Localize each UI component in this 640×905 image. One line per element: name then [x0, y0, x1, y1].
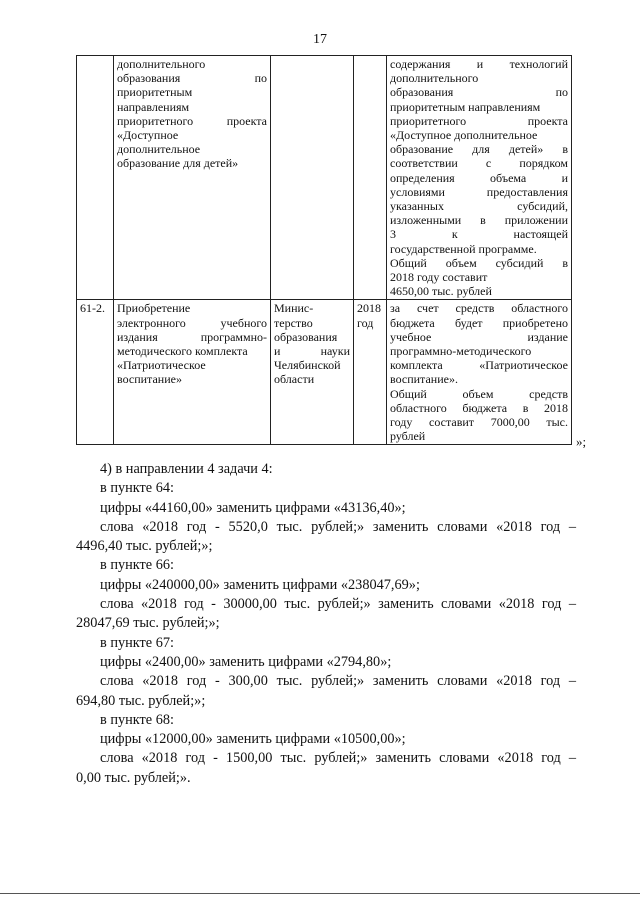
cell-description: [387, 300, 572, 445]
cell-executor: [271, 300, 354, 445]
name-line: воспитание»: [117, 372, 182, 387]
name-line: образования по: [117, 71, 267, 86]
paragraph: в пункте 66:: [100, 557, 174, 574]
desc-line: образования по: [390, 85, 568, 100]
cell-executor-empty: [271, 56, 354, 300]
name-line: методического комплекта: [117, 344, 248, 359]
year-line: 2018: [357, 301, 381, 316]
desc-line: рублей: [390, 429, 426, 444]
exec-line: терство: [274, 315, 313, 330]
table-row: [77, 56, 572, 300]
cell-num: 61-2.: [77, 300, 114, 445]
paragraph: слова «2018 год - 1500,00 тыс. рублей;» заменить словами «2018 год –: [100, 750, 576, 767]
table-row: [77, 300, 572, 445]
cell-description: [387, 56, 572, 300]
exec-line: области: [274, 372, 315, 387]
paragraph: в пункте 67:: [100, 634, 174, 651]
desc-line: 2018 году составит: [390, 270, 488, 285]
desc-line: соответствии с порядком: [390, 156, 568, 171]
desc-line: учебное издание: [390, 329, 568, 344]
paragraph: слова «2018 год - 30000,00 тыс. рублей;» заменить словами «2018 год –: [100, 596, 576, 613]
desc-line: воспитание».: [390, 372, 458, 387]
exec-line: и науки: [274, 344, 350, 359]
desc-line: комплекта «Патриотическое: [390, 358, 568, 373]
desc-line: приоритетного проекта: [390, 113, 568, 128]
desc-line: 4650,00 тыс. рублей: [390, 284, 492, 299]
amendment-text: [76, 460, 576, 788]
exec-line: образования: [274, 329, 338, 344]
desc-line: образование для детей» в: [390, 142, 568, 157]
year-line: год: [357, 315, 374, 330]
cell-name: [114, 56, 271, 300]
desc-line: Общий объем средств: [390, 386, 568, 401]
paragraph: 694,80 тыс. рублей;»;: [76, 692, 206, 709]
cell-name: [114, 300, 271, 445]
paragraph: 4496,40 тыс. рублей;»;: [76, 538, 213, 555]
name-line: приоритетного проекта: [117, 113, 267, 128]
paragraph: в пункте 64:: [100, 480, 174, 497]
desc-line: «Доступное дополнительное: [390, 128, 538, 143]
desc-line: определения объема и: [390, 170, 568, 185]
exec-line: Челябинской: [274, 358, 341, 373]
desc-line: условиями предоставления: [390, 184, 568, 199]
desc-line: приоритетным направлениям: [390, 99, 541, 114]
desc-line: изложенными в приложении: [390, 213, 568, 228]
desc-line: Общий объем субсидий в: [390, 255, 568, 270]
name-line: «Доступное: [117, 128, 179, 143]
desc-line: бюджета будет приобретено: [390, 315, 568, 330]
cell-num-empty: [77, 56, 114, 300]
paragraph: цифры «44160,00» заменить цифрами «43136,40»;: [100, 499, 406, 516]
name-line: приоритетным: [117, 85, 193, 100]
desc-line: указанных субсидий,: [390, 199, 568, 214]
name-line: издания программно-: [117, 329, 267, 344]
name-line: «Патриотическое: [117, 358, 206, 373]
name-line: электронного учебного: [117, 315, 267, 330]
desc-line: дополнительного: [390, 71, 479, 86]
page-bottom-rule: [0, 893, 640, 894]
desc-line: году составит 7000,00 тыс.: [390, 415, 568, 430]
paragraph: слова «2018 год - 5520,0 тыс. рублей;» заменить словами «2018 год –: [100, 518, 576, 535]
paragraph: цифры «240000,00» заменить цифрами «238047,69»;: [100, 576, 420, 593]
paragraph: 28047,69 тыс. рублей;»;: [76, 615, 220, 632]
desc-line: 3 к настоящей: [390, 227, 568, 242]
desc-line: областного бюджета в 2018: [390, 400, 568, 415]
paragraph: в пункте 68:: [100, 711, 174, 728]
paragraph: слова «2018 год - 300,00 тыс. рублей;» заменить словами «2018 год –: [100, 673, 576, 690]
name-line: дополнительное: [117, 142, 201, 157]
paragraph: 4) в направлении 4 задачи 4:: [100, 461, 273, 477]
name-line: Приобретение: [117, 301, 191, 316]
program-table: [76, 55, 572, 445]
exec-line: Минис-: [274, 301, 314, 316]
paragraph: цифры «12000,00» заменить цифрами «10500,00»;: [100, 731, 406, 748]
desc-line: содержания и технологий: [390, 57, 568, 71]
cell-year-empty: [354, 56, 387, 300]
paragraph: 0,00 тыс. рублей;».: [76, 769, 191, 786]
name-line: дополнительного: [117, 57, 206, 71]
closing-quote: »;: [576, 434, 587, 449]
cell-year: [354, 300, 387, 445]
desc-line: программно-методического: [390, 344, 532, 359]
paragraph: цифры «2400,00» заменить цифрами «2794,80»;: [100, 653, 392, 670]
page-number: 17: [313, 32, 327, 47]
desc-line: за счет средств областного: [390, 301, 568, 316]
name-line: образование для детей»: [117, 156, 239, 171]
desc-line: государственной программе.: [390, 241, 537, 256]
name-line: направлениям: [117, 99, 190, 114]
